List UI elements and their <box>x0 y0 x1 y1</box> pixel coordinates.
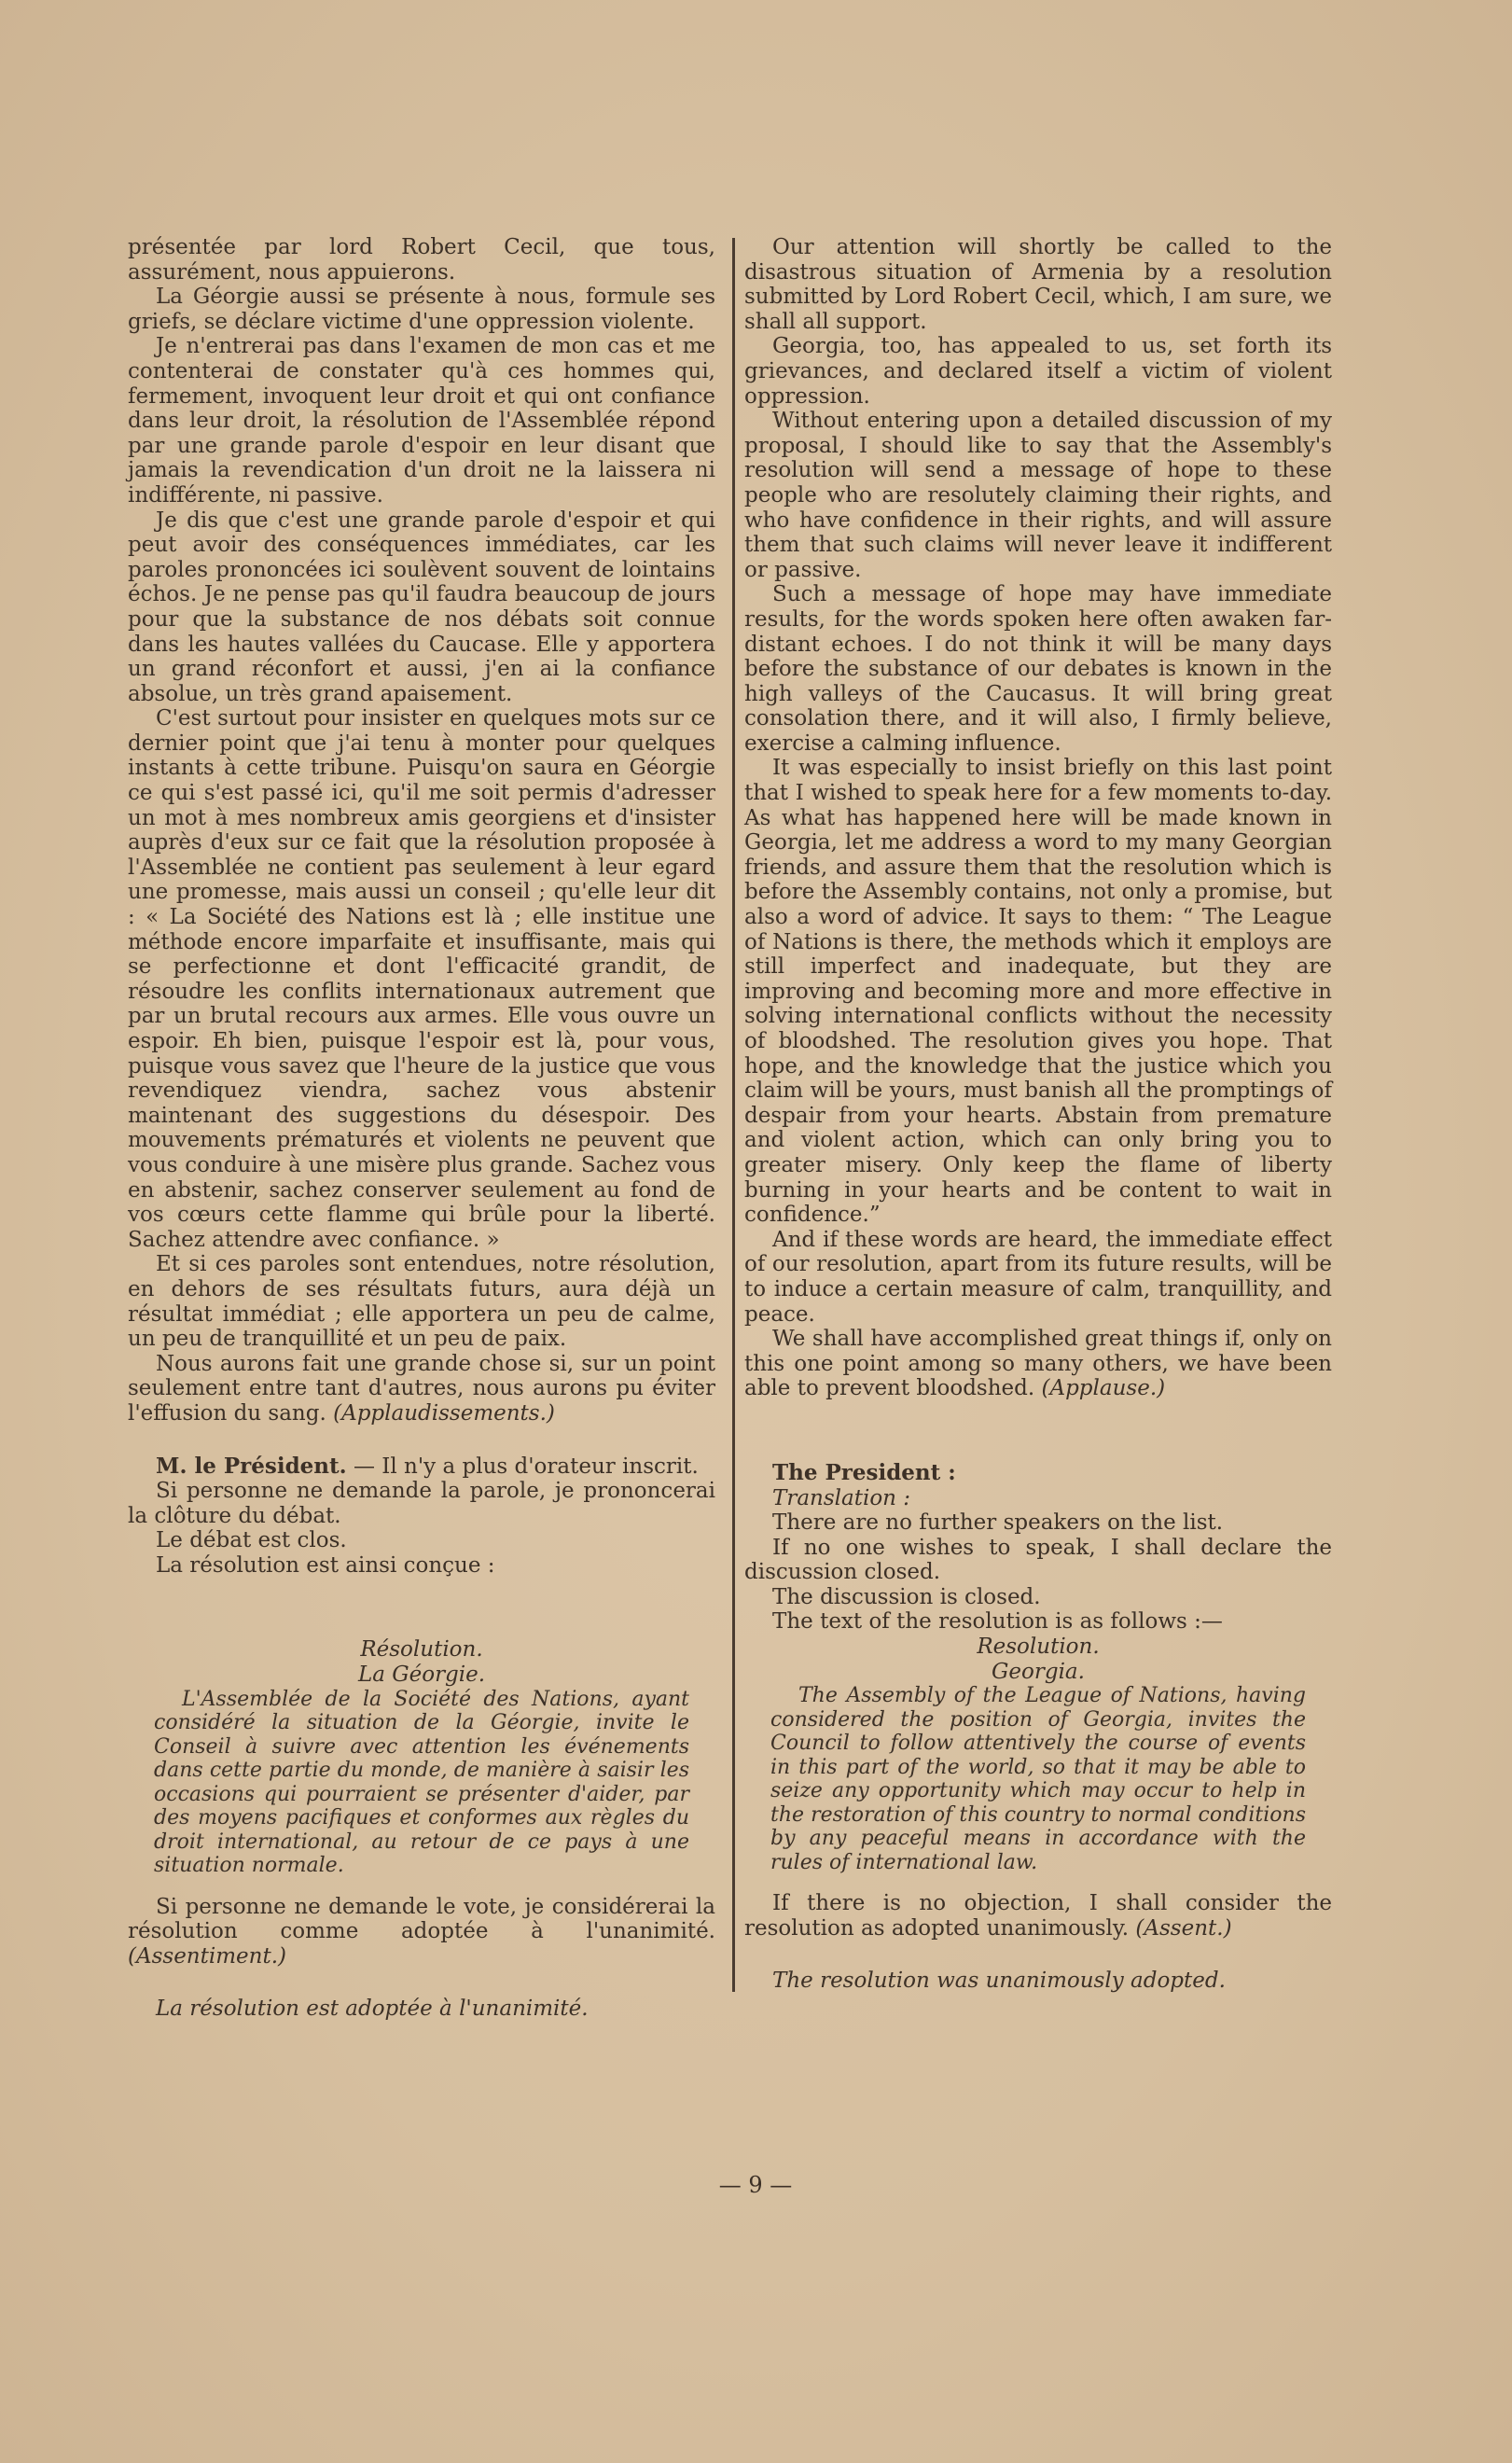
page-number: — 9 — <box>718 2172 793 2198</box>
fr-paragraph-7 <box>128 1352 715 1426</box>
en-resolution-text: The Assembly of the League of Nations, having considered the position of Georgia, invites the Council to follow attentively the course of events in this part of the world, so that it may be able to seize any opportunity which may occur to help in the restoration of this country to normal conditions by any peaceful means in accordance with the rules of international law. <box>770 1684 1306 1874</box>
en-resolution-subtitle: Georgia. <box>992 1659 1085 1684</box>
en-paragraph-12 <box>744 1891 1332 1941</box>
fr-paragraph-3: Je n'entrerai pas dans l'examen de mon cas et me contenterai de constater qu'à ces hommes qui, fermement, invoquent leur droit et qui ont confiance dans leur droit, la résolution de l'Assemblée répond par une grande parole d'espoir en leur disant que jamais la revendication d'un droit ne la laissera ni indifférente, ni passive. <box>128 334 715 508</box>
column-divider <box>732 238 735 1992</box>
en-president-label: The President : <box>772 1459 956 1485</box>
fr-paragraph-8: Si personne ne demande la parole, je prononcerai la clôture du débat. <box>128 1479 715 1528</box>
english-column <box>744 235 1332 1994</box>
french-column <box>128 235 715 2022</box>
fr-resolution-subtitle: La Géorgie. <box>357 1663 486 1688</box>
en-paragraph-3: Without entering upon a detailed discussion of my proposal, I should like to say that the Assembly's resolution will send a message of hope to these people who are resolutely claiming their rights, and who have confidence in their rights, and will assure them that such claims will never leave it indifferent or passive. <box>744 409 1332 582</box>
fr-assent: (Assentiment.) <box>128 1943 286 1969</box>
fr-paragraph-7-text: Nous aurons fait une grande chose si, sur un point seulement entre tant d'autres, nous aurons pu éviter l'effusion du sang. <box>128 1351 715 1426</box>
en-paragraph-11: The text of the resolution is as follows :— <box>772 1609 1223 1635</box>
en-paragraph-7 <box>744 1327 1332 1401</box>
fr-paragraph-2: La Géorgie aussi se présente à nous, formule ses griefs, se déclare victime d'une oppression violente. <box>128 285 715 334</box>
en-assent: (Assent.) <box>1135 1915 1232 1941</box>
en-paragraph-5: It was especially to insist briefly on this last point that I wished to speak here for a few moments to-day. As what has happened here will be made known in Georgia, let me address a word to my many Georgian friends, and assure them that the resolution which is before the Assembly contains, not only a promise, but also a word of advice. It says to them: “ The League of Nations is there, the methods which it employs are still imperfect and inadequate, but they are improving and becoming more and more effective in solving international conflicts without the necessity of bloodshed. The resolution gives you hope. That hope, and the knowledge that the justice which you claim will be yours, must banish all the promptings of despair from your hearts. Abstain from premature and violent action, which can only bring you to greater misery. Only keep the flame of liberty burning in your hearts and be content to wait in confidence.” <box>744 756 1332 1228</box>
fr-president-text: — Il n'y a plus d'orateur inscrit. <box>346 1454 699 1479</box>
en-applause: (Applause.) <box>1041 1376 1166 1401</box>
en-paragraph-6: And if these words are heard, the immediate effect of our resolution, apart from its future results, will be to induce a certain measure of calm, tranquillity, and peace. <box>744 1227 1332 1327</box>
fr-paragraph-11 <box>128 1895 715 1969</box>
fr-paragraph-6: Et si ces paroles sont entendues, notre résolution, en dehors de ses résultats futurs, aura déjà un résultat immédiat ; elle apportera un peu de calme, un peu de tranquillité et un peu de paix. <box>128 1252 715 1352</box>
fr-paragraph-10: La résolution est ainsi conçue : <box>156 1552 495 1578</box>
en-final-statement: The resolution was unanimously adopted. <box>772 1969 1226 1994</box>
en-paragraph-12-text: If there is no objection, I shall consider the resolution as adopted unanimously. <box>744 1891 1332 1941</box>
fr-president-line <box>128 1454 715 1480</box>
fr-president-label: M. le Président. <box>156 1453 347 1479</box>
fr-paragraph-11-text: Si personne ne demande le vote, je considérerai la résolution comme adoptée à l'unanimité. <box>128 1894 715 1944</box>
en-translation-label: Translation : <box>772 1485 911 1510</box>
fr-final-statement: La résolution est adoptée à l'unanimité. <box>156 1997 589 2022</box>
fr-paragraph-5: C'est surtout pour insister en quelques mots sur ce dernier point que j'ai tenu à monter pour quelques instants à cette tribune. Puisqu'on saura en Géorgie ce qui s'est passé ici, qu'il me soit permis d'adresser un mot à mes nombreux amis georgiens et d'insister auprès d'eux sur ce fait que la résolution proposée à l'Assemblée ne contient pas seulement à leur egard une promesse, mais aussi un conseil ; qu'elle leur dit : « La Société des Nations est là ; elle institue une méthode encore imparfaite et insuffisante, mais qui se perfectionne et dont l'efficacité grandit, de résoudre les conflits internationaux autrement que par un brutal recours aux armes. Elle vous ouvre un espoir. Eh bien, puisque l'espoir est là, pour vous, puisque vous savez que l'heure de la justice que vous revendiquez viendra, sachez vous abstenir maintenant des suggestions du désespoir. Des mouvements prématurés et violents ne peuvent que vous conduire à une misère plus grande. Sachez vous en abstenir, sachez conserver seulement au fond de vos cœurs cette flamme qui brûle pour la liberté. Sachez attendre avec confiance. » <box>128 706 715 1252</box>
en-resolution-title: Resolution. <box>977 1635 1100 1660</box>
en-paragraph-2: Georgia, too, has appealed to us, set forth its grievances, and declared itself a victim of violent oppression. <box>744 334 1332 409</box>
en-paragraph-9: If no one wishes to speak, I shall declare the discussion closed. <box>744 1535 1332 1585</box>
en-paragraph-1: Our attention will shortly be called to the disastrous situation of Armenia by a resolution submitted by Lord Robert Cecil, which, I am sure, we shall all support. <box>744 235 1332 334</box>
fr-resolution-text: L'Assemblée de la Société des Nations, ayant considéré la situation de la Géorgie, invite le Conseil à suivre avec attention les événements dans cette partie du monde, de manière à saisir les occasions qui pourraient se présenter d'aider, par des moyens pacifiques et conformes aux règles du droit international, au retour de ce pays à une situation normale. <box>154 1687 689 1878</box>
en-paragraph-7-text: We shall have accomplished great things if, only on this one point among so many others, we have been able to prevent bloodshed. <box>744 1327 1332 1401</box>
fr-applause: (Applaudissements.) <box>333 1400 555 1426</box>
en-paragraph-8: There are no further speakers on the list. <box>772 1510 1224 1536</box>
fr-paragraph-9: Le débat est clos. <box>156 1528 347 1553</box>
fr-resolution-title: Résolution. <box>360 1637 483 1663</box>
en-paragraph-10: The discussion is closed. <box>772 1584 1041 1609</box>
fr-paragraph-1: présentée par lord Robert Cecil, que tous, assurément, nous appuierons. <box>128 235 715 285</box>
en-paragraph-4: Such a message of hope may have immediate results, for the words spoken here often awaken far-distant echoes. I do not think it will be many days before the substance of our debates is known in the high valleys of the Caucasus. It will bring great consolation there, and it will also, I firmly believe, exercise a calming influence. <box>744 582 1332 756</box>
fr-paragraph-4: Je dis que c'est une grande parole d'espoir et qui peut avoir des conséquences immédiates, car les paroles prononcées ici soulèvent souvent de lointains échos. Je ne pense pas qu'il faudra beaucoup de jours pour que la substance de nos débats soit connue dans les hautes vallées du Caucase. Elle y apportera un grand réconfort et aussi, j'en ai la confiance absolue, un très grand apaisement. <box>128 508 715 706</box>
